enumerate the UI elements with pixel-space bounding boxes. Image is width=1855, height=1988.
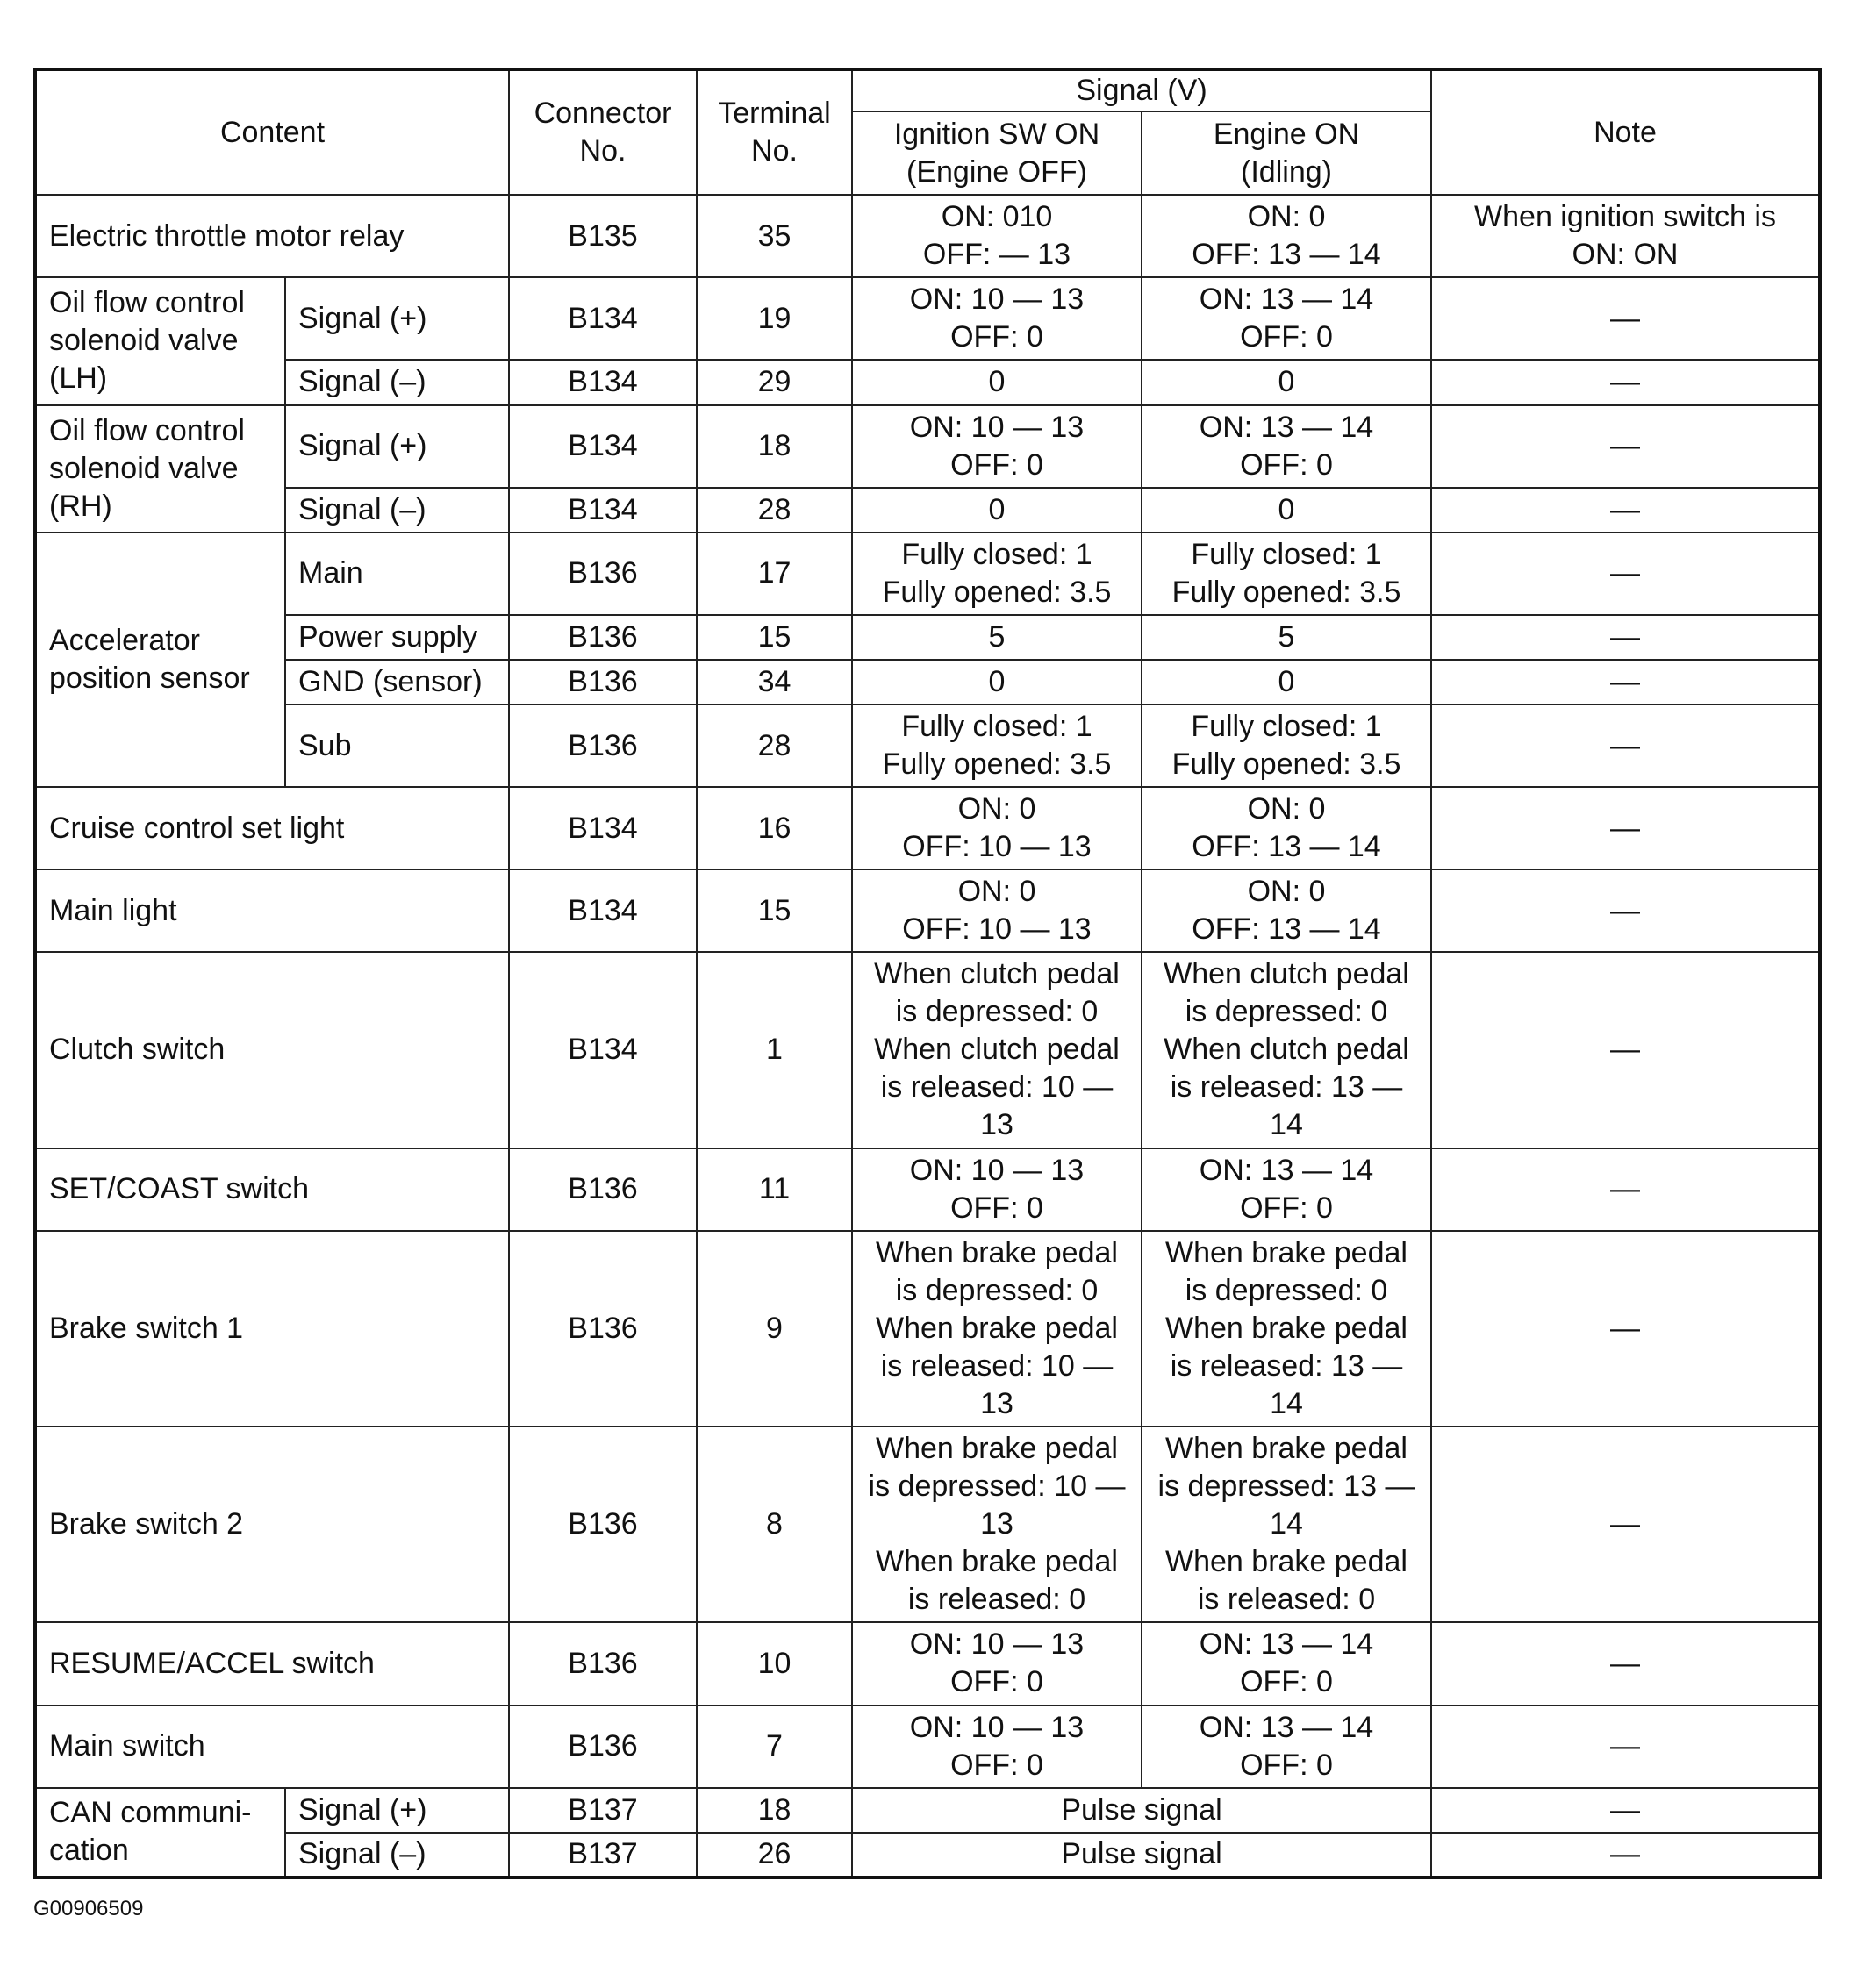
content-cell: Electric throttle motor relay: [35, 195, 509, 277]
note-cell: —: [1431, 615, 1820, 660]
content-cell: Brake switch 1: [35, 1231, 509, 1427]
sub-content-cell: Signal (+): [285, 1788, 509, 1833]
sub-content-cell: Power supply: [285, 615, 509, 660]
sub-content-cell: Signal (+): [285, 277, 509, 360]
table-row: [35, 615, 1820, 660]
terminal-cell: 29: [697, 360, 852, 404]
header-content: Content: [35, 69, 509, 195]
header-ignition-sw-on: Ignition SW ON (Engine OFF): [852, 111, 1142, 195]
connector-cell: B136: [509, 1148, 697, 1231]
connector-cell: B136: [509, 615, 697, 660]
header-terminal-no: Terminal No.: [697, 69, 852, 195]
header-engine-on: Engine ON (Idling): [1142, 111, 1431, 195]
content-cell: CAN communi- cation: [35, 1788, 285, 1877]
content-cell: Oil flow control solenoid valve (RH): [35, 405, 285, 533]
ignition-signal-cell: ON: 10 — 13 OFF: 0: [852, 1622, 1142, 1705]
ignition-signal-cell: ON: 0 OFF: 10 — 13: [852, 869, 1142, 952]
ignition-signal-cell: ON: 10 — 13 OFF: 0: [852, 405, 1142, 488]
connector-cell: B134: [509, 405, 697, 488]
connector-cell: B134: [509, 360, 697, 404]
sub-content-cell: Sub: [285, 704, 509, 787]
engine-signal-cell: ON: 13 — 14 OFF: 0: [1142, 1706, 1431, 1788]
note-cell: —: [1431, 1788, 1820, 1833]
table-row: [35, 1427, 1820, 1622]
table-row: [35, 1833, 1820, 1877]
note-cell: —: [1431, 1706, 1820, 1788]
terminal-cell: 17: [697, 533, 852, 615]
connector-cell: B136: [509, 533, 697, 615]
terminal-cell: 15: [697, 869, 852, 952]
table-row: [35, 704, 1820, 787]
connector-cell: B134: [509, 787, 697, 869]
engine-signal-cell: Fully closed: 1 Fully opened: 3.5: [1142, 533, 1431, 615]
table-row: [35, 869, 1820, 952]
engine-signal-cell: ON: 0 OFF: 13 — 14: [1142, 195, 1431, 277]
ignition-signal-cell: ON: 10 — 13 OFF: 0: [852, 1148, 1142, 1231]
connector-cell: B137: [509, 1788, 697, 1833]
content-cell: Main switch: [35, 1706, 509, 1788]
content-cell: RESUME/ACCEL switch: [35, 1622, 509, 1705]
terminal-cell: 15: [697, 615, 852, 660]
table-row: [35, 1706, 1820, 1788]
table-row: [35, 660, 1820, 704]
connector-cell: B136: [509, 1231, 697, 1427]
note-cell: —: [1431, 1427, 1820, 1622]
ignition-signal-cell: ON: 10 — 13 OFF: 0: [852, 277, 1142, 360]
engine-signal-cell: 0: [1142, 360, 1431, 404]
content-cell: Cruise control set light: [35, 787, 509, 869]
table-row: [35, 1231, 1820, 1427]
connector-cell: B136: [509, 1427, 697, 1622]
sub-content-cell: Signal (–): [285, 360, 509, 404]
ignition-signal-cell: ON: 010 OFF: — 13: [852, 195, 1142, 277]
header-note: Note: [1431, 69, 1820, 195]
note-cell: —: [1431, 277, 1820, 360]
note-cell: —: [1431, 1148, 1820, 1231]
ignition-signal-cell: ON: 0 OFF: 10 — 13: [852, 787, 1142, 869]
note-cell: —: [1431, 1833, 1820, 1877]
terminal-cell: 26: [697, 1833, 852, 1877]
engine-signal-cell: When brake pedal is depressed: 0 When brake pedal is released: 13 — 14: [1142, 1231, 1431, 1427]
note-cell: —: [1431, 1231, 1820, 1427]
engine-signal-cell: ON: 0 OFF: 13 — 14: [1142, 787, 1431, 869]
ignition-signal-cell: When brake pedal is depressed: 0 When brake pedal is released: 10 — 13: [852, 1231, 1142, 1427]
sub-content-cell: Signal (–): [285, 488, 509, 533]
content-cell: Main light: [35, 869, 509, 952]
connector-cell: B136: [509, 704, 697, 787]
note-cell: —: [1431, 488, 1820, 533]
engine-signal-cell: ON: 0 OFF: 13 — 14: [1142, 869, 1431, 952]
note-cell: —: [1431, 533, 1820, 615]
terminal-cell: 9: [697, 1231, 852, 1427]
sub-content-cell: Signal (–): [285, 1833, 509, 1877]
connector-cell: B136: [509, 1622, 697, 1705]
note-cell: —: [1431, 704, 1820, 787]
signal-merged-cell: Pulse signal: [852, 1788, 1431, 1833]
engine-signal-cell: 5: [1142, 615, 1431, 660]
header-connector-no: Connector No.: [509, 69, 697, 195]
table-row: [35, 277, 1820, 360]
table-row: [35, 405, 1820, 488]
table-row: [35, 1788, 1820, 1833]
table-row: [35, 1148, 1820, 1231]
engine-signal-cell: ON: 13 — 14 OFF: 0: [1142, 1148, 1431, 1231]
engine-signal-cell: Fully closed: 1 Fully opened: 3.5: [1142, 704, 1431, 787]
terminal-cell: 35: [697, 195, 852, 277]
ignition-signal-cell: 0: [852, 660, 1142, 704]
content-cell: Accelerator position sensor: [35, 533, 285, 787]
terminal-cell: 11: [697, 1148, 852, 1231]
ignition-signal-cell: 0: [852, 360, 1142, 404]
table-row: [35, 360, 1820, 404]
connector-cell: B136: [509, 660, 697, 704]
terminal-cell: 7: [697, 1706, 852, 1788]
table-row: [35, 787, 1820, 869]
sub-content-cell: Main: [285, 533, 509, 615]
sub-content-cell: GND (sensor): [285, 660, 509, 704]
terminal-cell: 28: [697, 488, 852, 533]
table-row: [35, 533, 1820, 615]
note-cell: —: [1431, 869, 1820, 952]
connector-cell: B136: [509, 1706, 697, 1788]
ignition-signal-cell: 5: [852, 615, 1142, 660]
content-cell: Oil flow control solenoid valve (LH): [35, 277, 285, 404]
engine-signal-cell: ON: 13 — 14 OFF: 0: [1142, 405, 1431, 488]
connector-cell: B134: [509, 488, 697, 533]
engine-signal-cell: ON: 13 — 14 OFF: 0: [1142, 1622, 1431, 1705]
engine-signal-cell: 0: [1142, 660, 1431, 704]
terminal-cell: 18: [697, 405, 852, 488]
note-cell: —: [1431, 1622, 1820, 1705]
terminal-cell: 1: [697, 952, 852, 1148]
ignition-signal-cell: When clutch pedal is depressed: 0 When clutch pedal is released: 10 — 13: [852, 952, 1142, 1148]
connector-cell: B137: [509, 1833, 697, 1877]
engine-signal-cell: 0: [1142, 488, 1431, 533]
header-signal: Signal (V): [852, 69, 1431, 111]
engine-signal-cell: ON: 13 — 14 OFF: 0: [1142, 277, 1431, 360]
terminal-cell: 18: [697, 1788, 852, 1833]
connector-cell: B134: [509, 952, 697, 1148]
terminal-cell: 16: [697, 787, 852, 869]
content-cell: Brake switch 2: [35, 1427, 509, 1622]
connector-cell: B134: [509, 869, 697, 952]
ignition-signal-cell: 0: [852, 488, 1142, 533]
content-cell: SET/COAST switch: [35, 1148, 509, 1231]
terminal-cell: 10: [697, 1622, 852, 1705]
ignition-signal-cell: When brake pedal is depressed: 10 — 13 When brake pedal is released: 0: [852, 1427, 1142, 1622]
figure-id: G00906509: [33, 1897, 144, 1920]
table-row: [35, 952, 1820, 1148]
table-row: [35, 488, 1820, 533]
note-cell: —: [1431, 360, 1820, 404]
table-row: [35, 195, 1820, 277]
terminal-cell: 28: [697, 704, 852, 787]
signal-merged-cell: Pulse signal: [852, 1833, 1431, 1877]
engine-signal-cell: When brake pedal is depressed: 13 — 14 When brake pedal is released: 0: [1142, 1427, 1431, 1622]
connector-cell: B134: [509, 277, 697, 360]
note-cell: —: [1431, 787, 1820, 869]
ignition-signal-cell: Fully closed: 1 Fully opened: 3.5: [852, 704, 1142, 787]
connector-cell: B135: [509, 195, 697, 277]
ignition-signal-cell: ON: 10 — 13 OFF: 0: [852, 1706, 1142, 1788]
terminal-cell: 34: [697, 660, 852, 704]
content-cell: Clutch switch: [35, 952, 509, 1148]
signal-table: [33, 68, 1822, 1879]
sub-content-cell: Signal (+): [285, 405, 509, 488]
terminal-cell: 8: [697, 1427, 852, 1622]
note-cell: —: [1431, 952, 1820, 1148]
terminal-cell: 19: [697, 277, 852, 360]
note-cell: When ignition switch is ON: ON: [1431, 195, 1820, 277]
engine-signal-cell: When clutch pedal is depressed: 0 When clutch pedal is released: 13 — 14: [1142, 952, 1431, 1148]
ignition-signal-cell: Fully closed: 1 Fully opened: 3.5: [852, 533, 1142, 615]
note-cell: —: [1431, 405, 1820, 488]
note-cell: —: [1431, 660, 1820, 704]
table-row: [35, 1622, 1820, 1705]
